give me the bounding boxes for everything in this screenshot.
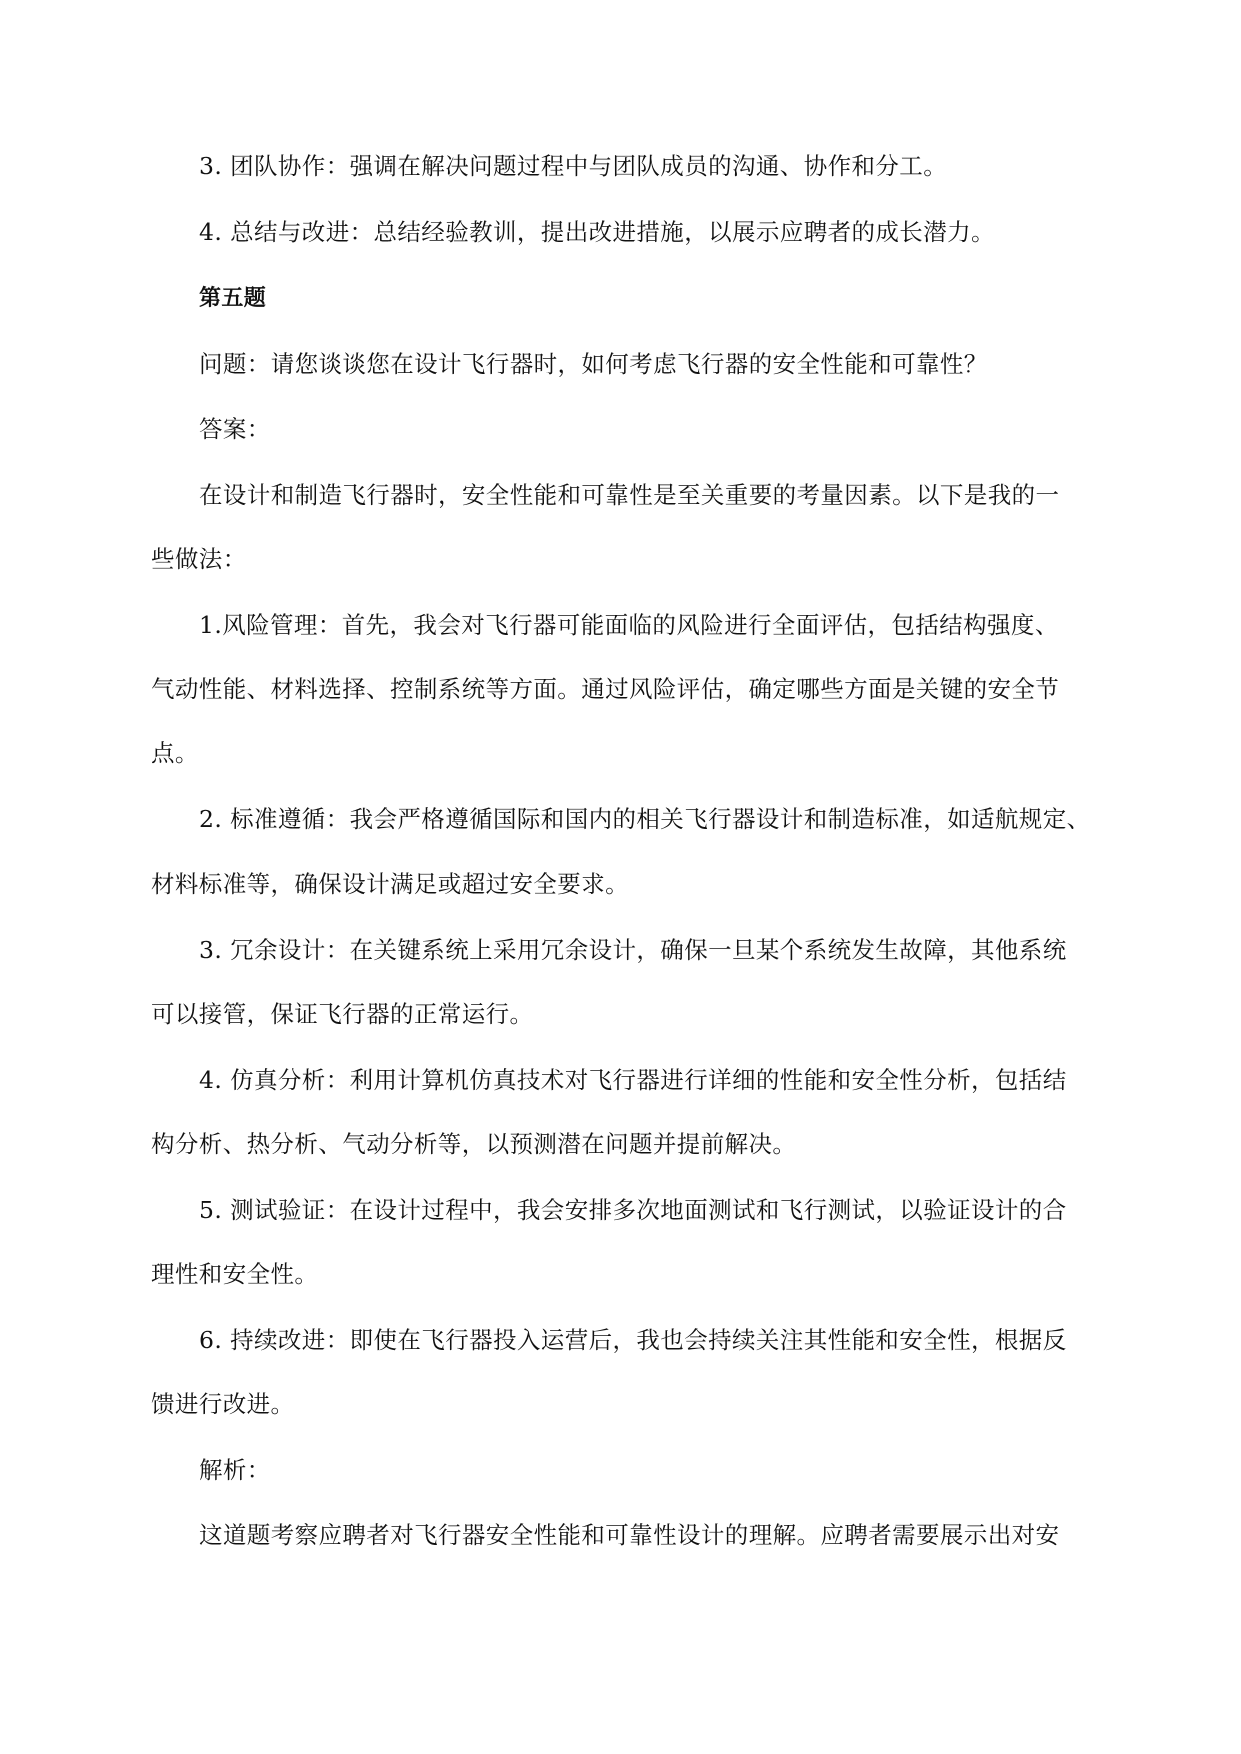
list-item-line: 构分析、热分析、气动分析等，以预测潜在问题并提前解决。 bbox=[151, 1130, 797, 1158]
analysis-label: 解析： bbox=[199, 1456, 271, 1484]
section-heading: 第五题 bbox=[199, 286, 267, 311]
list-item-line: 馈进行改进。 bbox=[151, 1390, 295, 1418]
list-item-line: 点。 bbox=[151, 739, 199, 767]
list-item-line: 6. 持续改进：即使在飞行器投入运营后，我也会持续关注其性能和安全性，根据反 bbox=[199, 1326, 1067, 1354]
list-item-line: 4. 仿真分析：利用计算机仿真技术对飞行器进行详细的性能和安全性分析，包括结 bbox=[199, 1066, 1067, 1094]
list-item-line: 2. 标准遵循：我会严格遵循国际和国内的相关飞行器设计和制造标准，如适航规定、 bbox=[199, 805, 1091, 833]
paragraph-line: 在设计和制造飞行器时，安全性能和可靠性是至关重要的考量因素。以下是我的一 bbox=[199, 481, 1060, 509]
list-item-line: 3. 冗余设计：在关键系统上采用冗余设计，确保一旦某个系统发生故障，其他系统 bbox=[199, 936, 1067, 964]
question-line: 问题：请您谈谈您在设计飞行器时，如何考虑飞行器的安全性能和可靠性？ bbox=[199, 350, 988, 378]
list-item-line: 理性和安全性。 bbox=[151, 1260, 319, 1288]
answer-label: 答案： bbox=[199, 415, 271, 443]
paragraph-line: 4. 总结与改进：总结经验教训，提出改进措施，以展示应聘者的成长潜力。 bbox=[199, 218, 995, 246]
list-item-line: 气动性能、材料选择、控制系统等方面。通过风险评估，确定哪些方面是关键的安全节 bbox=[151, 675, 1060, 703]
list-item-line: 5. 测试验证：在设计过程中，我会安排多次地面测试和飞行测试，以验证设计的合 bbox=[199, 1196, 1067, 1224]
paragraph-line: 3. 团队协作：强调在解决问题过程中与团队成员的沟通、协作和分工。 bbox=[199, 152, 948, 180]
paragraph-line: 这道题考察应聘者对飞行器安全性能和可靠性设计的理解。应聘者需要展示出对安 bbox=[199, 1521, 1060, 1549]
paragraph-line: 些做法： bbox=[151, 545, 247, 573]
list-item-line: 可以接管，保证飞行器的正常运行。 bbox=[151, 1000, 534, 1028]
list-item-line: 1.风险管理：首先，我会对飞行器可能面临的风险进行全面评估，包括结构强度、 bbox=[199, 611, 1059, 639]
list-item-line: 材料标准等，确保设计满足或超过安全要求。 bbox=[151, 870, 629, 898]
